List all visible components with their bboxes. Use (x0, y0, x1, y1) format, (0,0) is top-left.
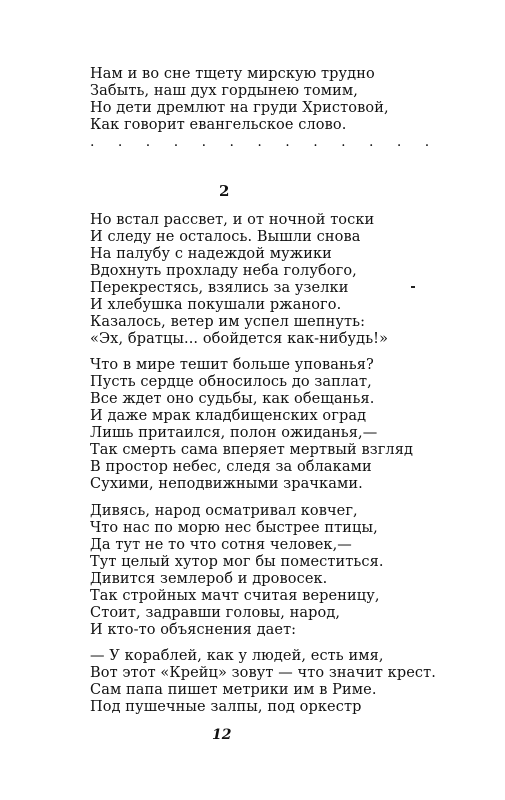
poem-line: Вот этот «Крейц» зовут — что значит крест. (90, 665, 436, 681)
page-number: 12 (212, 727, 232, 743)
poem-line: Стоит, задравши головы, народ, (90, 605, 341, 621)
poem-line: Все ждет оно судьбы, как обещанья. (90, 391, 375, 407)
poem-line: Так смерть сама вперяет мертвый взгляд (90, 442, 414, 458)
poem-line: Пусть сердце обносилось до заплат, (90, 374, 372, 390)
poem-line: И следу не осталось. Вышли снова (90, 229, 361, 245)
poem-line: Так стройных мачт считая вереницу, (90, 588, 380, 604)
poem-line: На палубу с надеждой мужики (90, 246, 332, 262)
poem-line: Как говорит евангельское слово. (90, 117, 347, 133)
poem-line: И кто-то объяснения дает: (90, 622, 297, 638)
poem-line: Вдохнуть прохладу неба голубого, (90, 263, 357, 279)
section-number: 2 (219, 182, 230, 200)
ellipsis-separator: . . . . . . . . . . . . . (90, 134, 439, 150)
poem-line: Что нас по морю нес быстрее птицы, (90, 520, 378, 536)
poem-line: Перекрестясь, взялись за узелки (90, 280, 349, 296)
poem-line: Да тут не то что сотня человек,— (90, 537, 352, 553)
poem-line: В простор небес, следя за облаками (90, 459, 372, 475)
poem-line: И даже мрак кладбищенских оград (90, 408, 367, 424)
poem-line: Но встал рассвет, и от ночной тоски (90, 212, 375, 228)
poem-line: Под пушечные залпы, под оркестр (90, 699, 362, 715)
poem-line: Дивясь, народ осматривал ковчег, (90, 503, 358, 519)
poem-line: Лишь притаился, полон ожиданья,— (90, 425, 378, 441)
poem-line: Нам и во сне тщету мирскую трудно (90, 66, 375, 82)
poem-line: «Эх, братцы... обойдется как-нибудь!» (90, 331, 389, 347)
poem-line: И хлебушка покушали ржаного. (90, 297, 342, 313)
poem-line: Но дети дремлют на груди Христовой, (90, 100, 389, 116)
poem-line: Сухими, неподвижными зрачками. (90, 476, 363, 492)
poem-line: Сам папа пишет метрики им в Риме. (90, 682, 377, 698)
poem-line: Дивится землероб и дровосек. (90, 571, 328, 587)
print-speck (411, 286, 415, 288)
poem-line: Казалось, ветер им успел шепнуть: (90, 314, 366, 330)
poem-line: Тут целый хутор мог бы поместиться. (90, 554, 384, 570)
poem-line: Забыть, наш дух гордынею томим, (90, 83, 358, 99)
poem-line: — У кораблей, как у людей, есть имя, (90, 648, 384, 664)
poem-line: Что в мире тешит больше упованья? (90, 357, 374, 373)
